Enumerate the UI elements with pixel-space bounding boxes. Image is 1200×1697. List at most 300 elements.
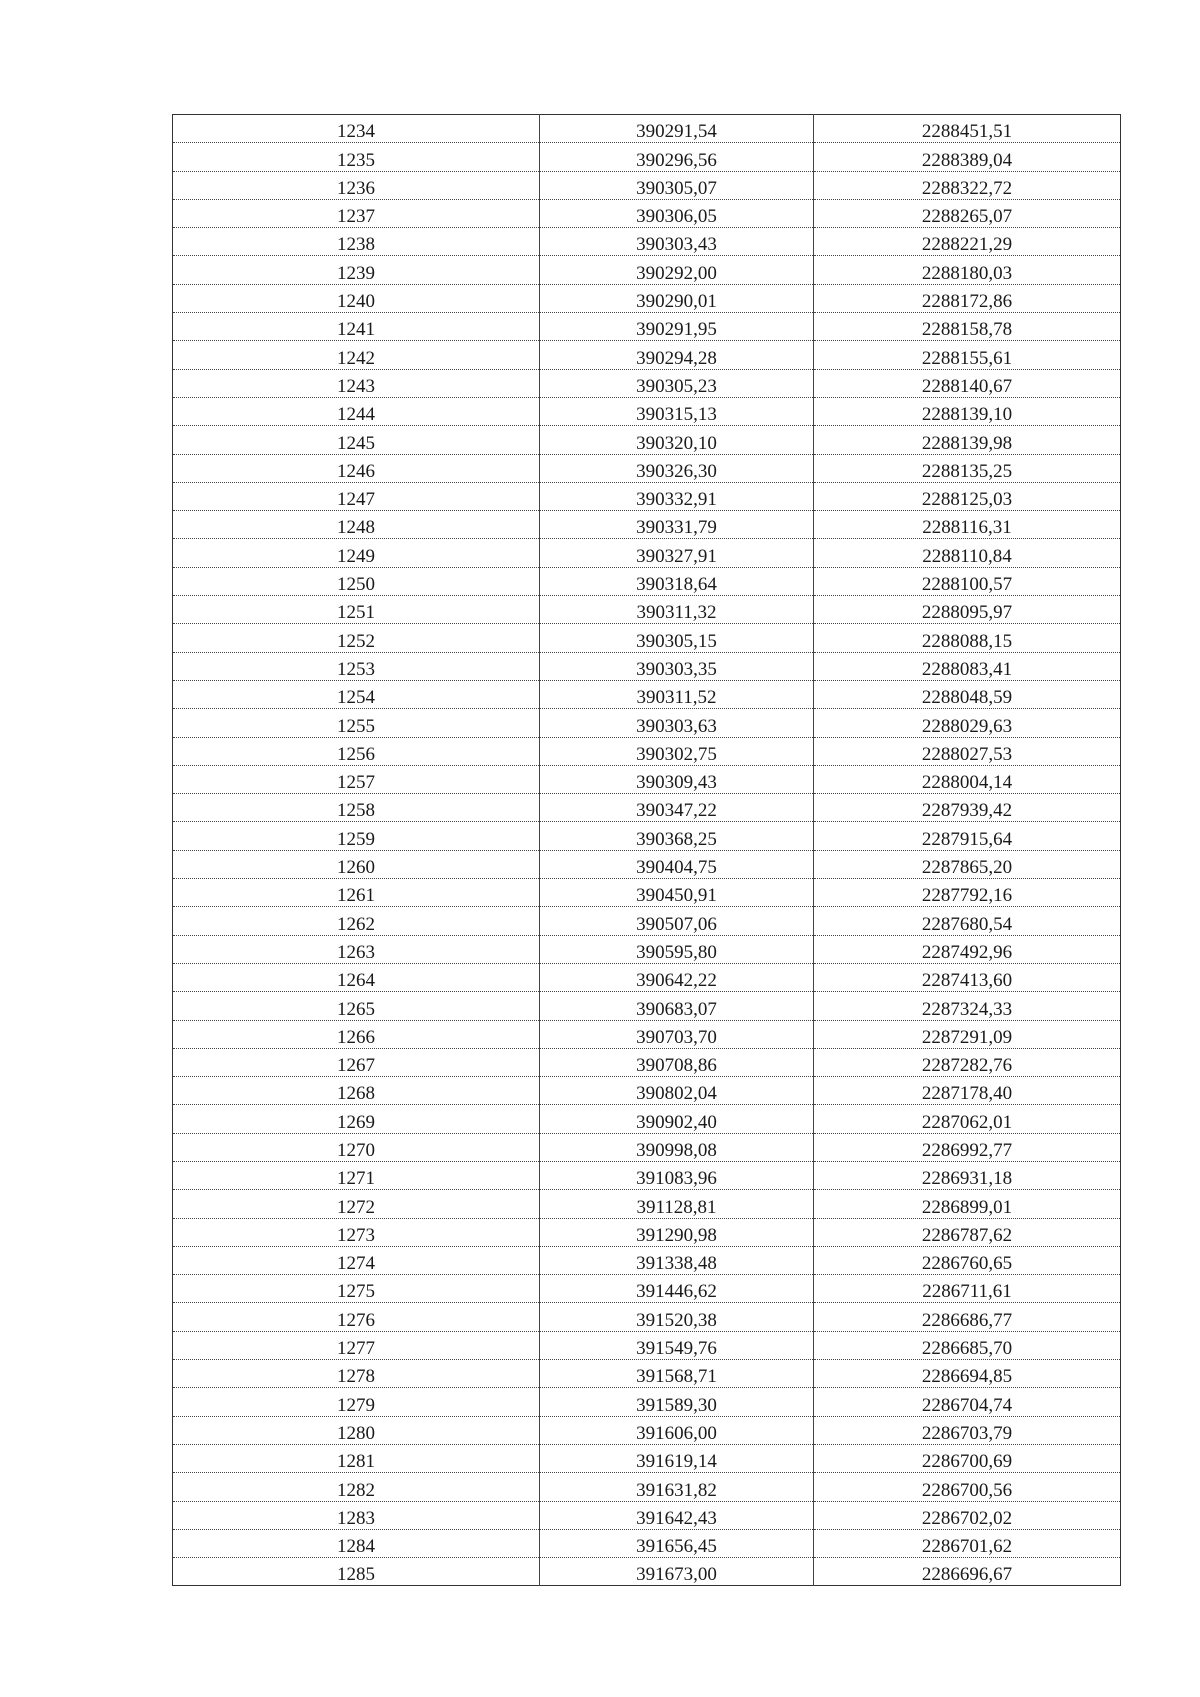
y-coordinate-text: 2288139,10 bbox=[921, 404, 1013, 426]
x-coordinate-cell bbox=[540, 1246, 814, 1274]
y-coordinate-text: 2287865,20 bbox=[921, 857, 1013, 879]
x-coordinate-cell bbox=[540, 596, 814, 624]
y-coordinate-cell bbox=[814, 482, 1121, 510]
coordinates-table-body bbox=[173, 115, 1121, 1586]
point-number-cell bbox=[173, 567, 540, 595]
x-coordinate-text: 390303,63 bbox=[636, 715, 717, 737]
point-number-cell bbox=[173, 143, 540, 171]
point-number-text: 1236 bbox=[337, 177, 375, 199]
point-number-cell bbox=[173, 1388, 540, 1416]
table-row bbox=[173, 1388, 1121, 1416]
y-coordinate-cell bbox=[814, 1360, 1121, 1388]
x-coordinate-cell bbox=[540, 879, 814, 907]
y-coordinate-text: 2286931,18 bbox=[921, 1168, 1013, 1190]
y-coordinate-cell bbox=[814, 454, 1121, 482]
table-row bbox=[173, 454, 1121, 482]
y-coordinate-cell bbox=[814, 426, 1121, 454]
table-row bbox=[173, 1246, 1121, 1274]
point-number-cell bbox=[173, 1133, 540, 1161]
point-number-text: 1259 bbox=[337, 828, 375, 850]
x-coordinate-cell bbox=[540, 426, 814, 454]
y-coordinate-cell bbox=[814, 171, 1121, 199]
y-coordinate-cell bbox=[814, 992, 1121, 1020]
y-coordinate-cell bbox=[814, 1161, 1121, 1189]
x-coordinate-cell bbox=[540, 1218, 814, 1246]
table-row bbox=[173, 1444, 1121, 1472]
x-coordinate-text: 391656,45 bbox=[636, 1536, 717, 1558]
x-coordinate-cell bbox=[540, 313, 814, 341]
y-coordinate-cell bbox=[814, 539, 1121, 567]
y-coordinate-cell bbox=[814, 567, 1121, 595]
y-coordinate-cell bbox=[814, 794, 1121, 822]
x-coordinate-cell bbox=[540, 737, 814, 765]
point-number-cell bbox=[173, 737, 540, 765]
x-coordinate-text: 390315,13 bbox=[636, 404, 717, 426]
point-number-cell bbox=[173, 369, 540, 397]
point-number-cell bbox=[173, 482, 540, 510]
point-number-text: 1246 bbox=[337, 460, 375, 482]
x-coordinate-cell bbox=[540, 1444, 814, 1472]
y-coordinate-cell bbox=[814, 284, 1121, 312]
x-coordinate-text: 390296,56 bbox=[636, 149, 717, 171]
table-row bbox=[173, 1020, 1121, 1048]
x-coordinate-text: 391631,82 bbox=[636, 1479, 717, 1501]
y-coordinate-cell bbox=[814, 850, 1121, 878]
point-number-text: 1250 bbox=[337, 574, 375, 596]
x-coordinate-cell bbox=[540, 199, 814, 227]
y-coordinate-cell bbox=[814, 680, 1121, 708]
point-number-cell bbox=[173, 539, 540, 567]
x-coordinate-cell bbox=[540, 992, 814, 1020]
x-coordinate-cell bbox=[540, 1303, 814, 1331]
x-coordinate-text: 390309,43 bbox=[636, 772, 717, 794]
x-coordinate-cell bbox=[540, 1388, 814, 1416]
coordinates-table bbox=[172, 114, 1121, 1586]
x-coordinate-cell bbox=[540, 935, 814, 963]
x-coordinate-cell bbox=[540, 539, 814, 567]
point-number-text: 1263 bbox=[337, 941, 375, 963]
y-coordinate-cell bbox=[814, 765, 1121, 793]
x-coordinate-text: 390368,25 bbox=[636, 828, 717, 850]
x-coordinate-text: 390305,07 bbox=[636, 177, 717, 199]
table-row bbox=[173, 143, 1121, 171]
y-coordinate-cell bbox=[814, 511, 1121, 539]
y-coordinate-text: 2286700,56 bbox=[921, 1479, 1013, 1501]
point-number-cell bbox=[173, 1161, 540, 1189]
point-number-text: 1279 bbox=[337, 1394, 375, 1416]
point-number-text: 1281 bbox=[337, 1451, 375, 1473]
y-coordinate-cell bbox=[814, 256, 1121, 284]
point-number-cell bbox=[173, 709, 540, 737]
point-number-cell bbox=[173, 256, 540, 284]
point-number-text: 1242 bbox=[337, 347, 375, 369]
point-number-text: 1243 bbox=[337, 375, 375, 397]
x-coordinate-cell bbox=[540, 822, 814, 850]
y-coordinate-text: 2286711,61 bbox=[922, 1281, 1012, 1303]
y-coordinate-text: 2287792,16 bbox=[921, 885, 1013, 907]
point-number-cell bbox=[173, 1020, 540, 1048]
point-number-cell bbox=[173, 284, 540, 312]
point-number-text: 1274 bbox=[337, 1253, 375, 1275]
point-number-text: 1265 bbox=[337, 998, 375, 1020]
y-coordinate-cell bbox=[814, 596, 1121, 624]
x-coordinate-text: 390303,35 bbox=[636, 658, 717, 680]
point-number-text: 1284 bbox=[337, 1536, 375, 1558]
y-coordinate-cell bbox=[814, 1416, 1121, 1444]
table-row bbox=[173, 879, 1121, 907]
point-number-text: 1234 bbox=[337, 121, 375, 143]
y-coordinate-text: 2288180,03 bbox=[921, 262, 1013, 284]
y-coordinate-cell bbox=[814, 369, 1121, 397]
y-coordinate-text: 2287413,60 bbox=[921, 970, 1013, 992]
x-coordinate-cell bbox=[540, 256, 814, 284]
y-coordinate-text: 2288110,84 bbox=[922, 545, 1012, 567]
y-coordinate-text: 2286899,01 bbox=[921, 1196, 1013, 1218]
table-row bbox=[173, 794, 1121, 822]
point-number-cell bbox=[173, 963, 540, 991]
table-row bbox=[173, 228, 1121, 256]
y-coordinate-text: 2286696,67 bbox=[921, 1564, 1013, 1586]
table-row bbox=[173, 1303, 1121, 1331]
x-coordinate-text: 391589,30 bbox=[636, 1394, 717, 1416]
point-number-cell bbox=[173, 596, 540, 624]
y-coordinate-text: 2286686,77 bbox=[921, 1309, 1013, 1331]
point-number-text: 1271 bbox=[337, 1168, 375, 1190]
point-number-text: 1237 bbox=[337, 206, 375, 228]
point-number-text: 1255 bbox=[337, 715, 375, 737]
point-number-cell bbox=[173, 1048, 540, 1076]
point-number-text: 1245 bbox=[337, 432, 375, 454]
x-coordinate-text: 390311,32 bbox=[636, 602, 717, 624]
x-coordinate-cell bbox=[540, 652, 814, 680]
point-number-text: 1258 bbox=[337, 800, 375, 822]
y-coordinate-text: 2287062,01 bbox=[921, 1111, 1013, 1133]
point-number-cell bbox=[173, 1558, 540, 1586]
y-coordinate-cell bbox=[814, 624, 1121, 652]
point-number-text: 1262 bbox=[337, 913, 375, 935]
y-coordinate-cell bbox=[814, 1558, 1121, 1586]
table-row bbox=[173, 1416, 1121, 1444]
table-row bbox=[173, 284, 1121, 312]
x-coordinate-cell bbox=[540, 680, 814, 708]
point-number-text: 1266 bbox=[337, 1026, 375, 1048]
point-number-text: 1256 bbox=[337, 743, 375, 765]
point-number-cell bbox=[173, 1246, 540, 1274]
x-coordinate-cell bbox=[540, 511, 814, 539]
x-coordinate-cell bbox=[540, 1161, 814, 1189]
point-number-cell bbox=[173, 454, 540, 482]
point-number-cell bbox=[173, 680, 540, 708]
point-number-text: 1276 bbox=[337, 1309, 375, 1331]
point-number-text: 1283 bbox=[337, 1507, 375, 1529]
table-row bbox=[173, 1558, 1121, 1586]
y-coordinate-text: 2288172,86 bbox=[921, 291, 1013, 313]
table-row bbox=[173, 596, 1121, 624]
x-coordinate-text: 390331,79 bbox=[636, 517, 717, 539]
table-row bbox=[173, 963, 1121, 991]
point-number-cell bbox=[173, 511, 540, 539]
x-coordinate-text: 391446,62 bbox=[636, 1281, 717, 1303]
y-coordinate-text: 2288095,97 bbox=[921, 602, 1013, 624]
point-number-cell bbox=[173, 1105, 540, 1133]
y-coordinate-cell bbox=[814, 1275, 1121, 1303]
x-coordinate-cell bbox=[540, 1048, 814, 1076]
x-coordinate-text: 390290,01 bbox=[636, 291, 717, 313]
x-coordinate-text: 391606,00 bbox=[636, 1422, 717, 1444]
y-coordinate-text: 2288048,59 bbox=[921, 687, 1013, 709]
x-coordinate-text: 390708,86 bbox=[636, 1055, 717, 1077]
point-number-text: 1264 bbox=[337, 970, 375, 992]
table-row bbox=[173, 680, 1121, 708]
point-number-text: 1247 bbox=[337, 489, 375, 511]
x-coordinate-cell bbox=[540, 284, 814, 312]
y-coordinate-text: 2288221,29 bbox=[921, 234, 1013, 256]
x-coordinate-text: 391619,14 bbox=[636, 1451, 717, 1473]
x-coordinate-cell bbox=[540, 1275, 814, 1303]
point-number-cell bbox=[173, 426, 540, 454]
y-coordinate-cell bbox=[814, 1218, 1121, 1246]
point-number-text: 1251 bbox=[337, 602, 375, 624]
y-coordinate-cell bbox=[814, 709, 1121, 737]
point-number-text: 1277 bbox=[337, 1338, 375, 1360]
x-coordinate-cell bbox=[540, 1190, 814, 1218]
y-coordinate-text: 2286701,62 bbox=[921, 1536, 1013, 1558]
table-row bbox=[173, 992, 1121, 1020]
table-row bbox=[173, 567, 1121, 595]
x-coordinate-cell bbox=[540, 907, 814, 935]
x-coordinate-text: 391568,71 bbox=[636, 1366, 717, 1388]
y-coordinate-text: 2288158,78 bbox=[921, 319, 1013, 341]
x-coordinate-text: 391083,96 bbox=[636, 1168, 717, 1190]
point-number-cell bbox=[173, 935, 540, 963]
table-row bbox=[173, 765, 1121, 793]
table-row bbox=[173, 369, 1121, 397]
x-coordinate-cell bbox=[540, 963, 814, 991]
point-number-cell bbox=[173, 765, 540, 793]
point-number-cell bbox=[173, 397, 540, 425]
y-coordinate-cell bbox=[814, 1105, 1121, 1133]
y-coordinate-cell bbox=[814, 1246, 1121, 1274]
y-coordinate-cell bbox=[814, 1077, 1121, 1105]
point-number-cell bbox=[173, 1416, 540, 1444]
y-coordinate-cell bbox=[814, 1444, 1121, 1472]
point-number-cell bbox=[173, 1190, 540, 1218]
y-coordinate-cell bbox=[814, 935, 1121, 963]
point-number-text: 1240 bbox=[337, 291, 375, 313]
y-coordinate-text: 2286703,79 bbox=[921, 1422, 1013, 1444]
y-coordinate-text: 2288100,57 bbox=[921, 574, 1013, 596]
y-coordinate-cell bbox=[814, 1529, 1121, 1557]
point-number-text: 1238 bbox=[337, 234, 375, 256]
point-number-cell bbox=[173, 171, 540, 199]
table-row bbox=[173, 115, 1121, 143]
y-coordinate-text: 2287492,96 bbox=[921, 941, 1013, 963]
x-coordinate-cell bbox=[540, 765, 814, 793]
table-row bbox=[173, 822, 1121, 850]
y-coordinate-text: 2286700,69 bbox=[921, 1451, 1013, 1473]
point-number-text: 1267 bbox=[337, 1055, 375, 1077]
y-coordinate-text: 2288029,63 bbox=[921, 715, 1013, 737]
x-coordinate-text: 390311,52 bbox=[636, 687, 717, 709]
y-coordinate-text: 2286685,70 bbox=[921, 1338, 1013, 1360]
y-coordinate-text: 2288083,41 bbox=[921, 658, 1013, 680]
x-coordinate-cell bbox=[540, 1558, 814, 1586]
x-coordinate-text: 390306,05 bbox=[636, 206, 717, 228]
table-row bbox=[173, 426, 1121, 454]
point-number-text: 1244 bbox=[337, 404, 375, 426]
table-row bbox=[173, 171, 1121, 199]
y-coordinate-cell bbox=[814, 1388, 1121, 1416]
table-row bbox=[173, 313, 1121, 341]
x-coordinate-text: 390642,22 bbox=[636, 970, 717, 992]
table-row bbox=[173, 199, 1121, 227]
y-coordinate-text: 2288265,07 bbox=[921, 206, 1013, 228]
y-coordinate-text: 2286702,02 bbox=[921, 1507, 1013, 1529]
point-number-text: 1252 bbox=[337, 630, 375, 652]
table-row bbox=[173, 539, 1121, 567]
y-coordinate-text: 2288139,98 bbox=[921, 432, 1013, 454]
x-coordinate-text: 391642,43 bbox=[636, 1507, 717, 1529]
table-row bbox=[173, 511, 1121, 539]
x-coordinate-text: 390450,91 bbox=[636, 885, 717, 907]
y-coordinate-cell bbox=[814, 341, 1121, 369]
table-row bbox=[173, 935, 1121, 963]
x-coordinate-cell bbox=[540, 794, 814, 822]
table-row bbox=[173, 1218, 1121, 1246]
y-coordinate-text: 2287291,09 bbox=[921, 1026, 1013, 1048]
table-row bbox=[173, 652, 1121, 680]
x-coordinate-text: 390294,28 bbox=[636, 347, 717, 369]
x-coordinate-cell bbox=[540, 454, 814, 482]
point-number-cell bbox=[173, 1275, 540, 1303]
point-number-cell bbox=[173, 850, 540, 878]
y-coordinate-cell bbox=[814, 1190, 1121, 1218]
x-coordinate-text: 390291,54 bbox=[636, 121, 717, 143]
y-coordinate-cell bbox=[814, 1501, 1121, 1529]
x-coordinate-cell bbox=[540, 1105, 814, 1133]
table-row bbox=[173, 1275, 1121, 1303]
y-coordinate-text: 2288389,04 bbox=[921, 149, 1013, 171]
y-coordinate-text: 2287915,64 bbox=[921, 828, 1013, 850]
x-coordinate-text: 390595,80 bbox=[636, 941, 717, 963]
point-number-cell bbox=[173, 1501, 540, 1529]
y-coordinate-cell bbox=[814, 199, 1121, 227]
x-coordinate-cell bbox=[540, 1077, 814, 1105]
x-coordinate-cell bbox=[540, 1529, 814, 1557]
table-row bbox=[173, 1473, 1121, 1501]
y-coordinate-text: 2287178,40 bbox=[921, 1083, 1013, 1105]
point-number-text: 1282 bbox=[337, 1479, 375, 1501]
table-row bbox=[173, 1501, 1121, 1529]
x-coordinate-cell bbox=[540, 1331, 814, 1359]
x-coordinate-cell bbox=[540, 369, 814, 397]
y-coordinate-text: 2287680,54 bbox=[921, 913, 1013, 935]
y-coordinate-cell bbox=[814, 1303, 1121, 1331]
point-number-text: 1239 bbox=[337, 262, 375, 284]
table-row bbox=[173, 907, 1121, 935]
point-number-text: 1269 bbox=[337, 1111, 375, 1133]
y-coordinate-cell bbox=[814, 652, 1121, 680]
y-coordinate-cell bbox=[814, 907, 1121, 935]
x-coordinate-text: 390327,91 bbox=[636, 545, 717, 567]
y-coordinate-text: 2287939,42 bbox=[921, 800, 1013, 822]
table-row bbox=[173, 1161, 1121, 1189]
x-coordinate-cell bbox=[540, 397, 814, 425]
table-row bbox=[173, 341, 1121, 369]
table-row bbox=[173, 850, 1121, 878]
point-number-cell bbox=[173, 992, 540, 1020]
y-coordinate-cell bbox=[814, 143, 1121, 171]
point-number-cell bbox=[173, 1529, 540, 1557]
x-coordinate-text: 391520,38 bbox=[636, 1309, 717, 1331]
x-coordinate-cell bbox=[540, 709, 814, 737]
y-coordinate-text: 2288135,25 bbox=[921, 460, 1013, 482]
x-coordinate-text: 390292,00 bbox=[636, 262, 717, 284]
table-row bbox=[173, 1048, 1121, 1076]
table-row bbox=[173, 1190, 1121, 1218]
point-number-text: 1278 bbox=[337, 1366, 375, 1388]
x-coordinate-cell bbox=[540, 143, 814, 171]
x-coordinate-cell bbox=[540, 850, 814, 878]
point-number-text: 1253 bbox=[337, 658, 375, 680]
x-coordinate-text: 390683,07 bbox=[636, 998, 717, 1020]
table-row bbox=[173, 256, 1121, 284]
x-coordinate-text: 390902,40 bbox=[636, 1111, 717, 1133]
y-coordinate-text: 2288155,61 bbox=[921, 347, 1013, 369]
y-coordinate-text: 2286992,77 bbox=[921, 1139, 1013, 1161]
y-coordinate-cell bbox=[814, 397, 1121, 425]
point-number-text: 1270 bbox=[337, 1139, 375, 1161]
point-number-cell bbox=[173, 341, 540, 369]
y-coordinate-text: 2288027,53 bbox=[921, 743, 1013, 765]
table-row bbox=[173, 1331, 1121, 1359]
y-coordinate-text: 2287282,76 bbox=[921, 1055, 1013, 1077]
x-coordinate-text: 391549,76 bbox=[636, 1338, 717, 1360]
point-number-cell bbox=[173, 1360, 540, 1388]
point-number-cell bbox=[173, 624, 540, 652]
point-number-text: 1235 bbox=[337, 149, 375, 171]
x-coordinate-cell bbox=[540, 1501, 814, 1529]
x-coordinate-text: 390320,10 bbox=[636, 432, 717, 454]
y-coordinate-text: 2286694,85 bbox=[921, 1366, 1013, 1388]
point-number-cell bbox=[173, 1473, 540, 1501]
point-number-text: 1273 bbox=[337, 1224, 375, 1246]
x-coordinate-text: 390326,30 bbox=[636, 460, 717, 482]
x-coordinate-text: 390998,08 bbox=[636, 1139, 717, 1161]
point-number-text: 1248 bbox=[337, 517, 375, 539]
y-coordinate-text: 2287324,33 bbox=[921, 998, 1013, 1020]
table-row bbox=[173, 1529, 1121, 1557]
x-coordinate-cell bbox=[540, 1360, 814, 1388]
y-coordinate-cell bbox=[814, 115, 1121, 143]
x-coordinate-text: 391673,00 bbox=[636, 1564, 717, 1586]
x-coordinate-cell bbox=[540, 624, 814, 652]
point-number-text: 1272 bbox=[337, 1196, 375, 1218]
point-number-text: 1268 bbox=[337, 1083, 375, 1105]
y-coordinate-cell bbox=[814, 1473, 1121, 1501]
y-coordinate-cell bbox=[814, 228, 1121, 256]
point-number-cell bbox=[173, 313, 540, 341]
x-coordinate-text: 390703,70 bbox=[636, 1026, 717, 1048]
table-row bbox=[173, 709, 1121, 737]
table-row bbox=[173, 1077, 1121, 1105]
x-coordinate-text: 390404,75 bbox=[636, 857, 717, 879]
point-number-text: 1285 bbox=[337, 1564, 375, 1586]
point-number-cell bbox=[173, 1303, 540, 1331]
point-number-cell bbox=[173, 822, 540, 850]
y-coordinate-text: 2288088,15 bbox=[921, 630, 1013, 652]
x-coordinate-text: 390302,75 bbox=[636, 743, 717, 765]
